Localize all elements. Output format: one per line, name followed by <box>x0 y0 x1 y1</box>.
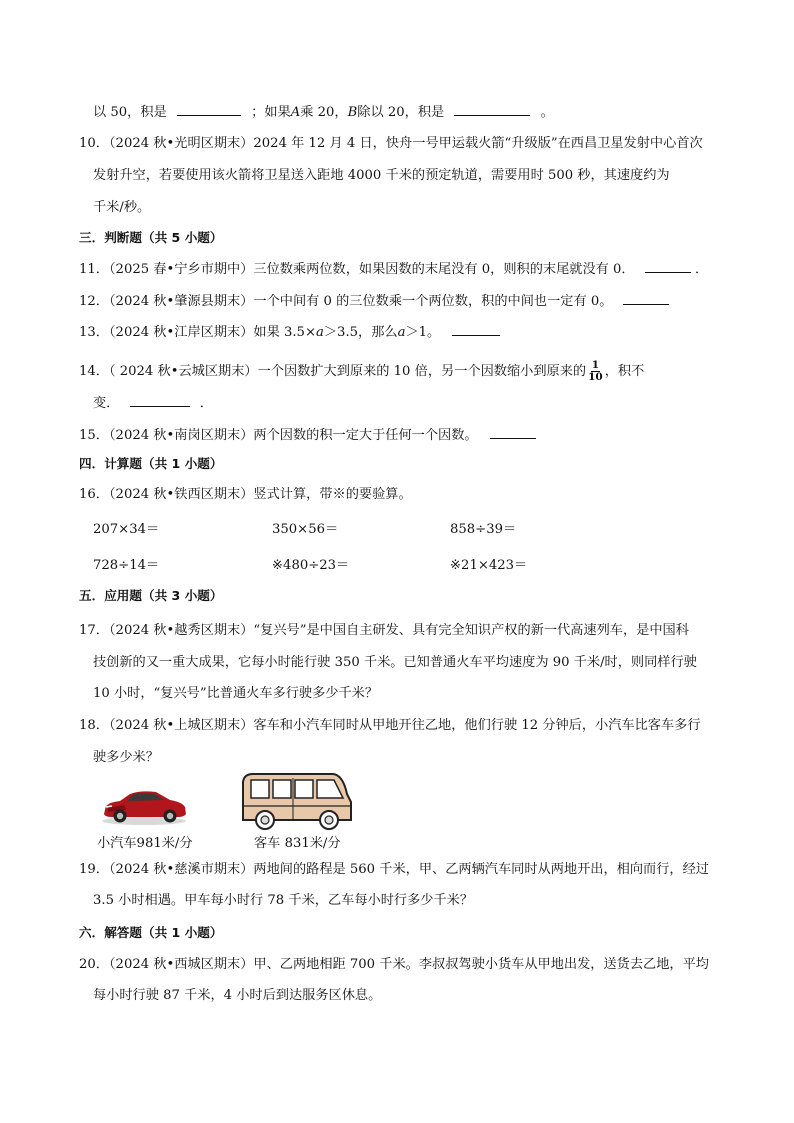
q13-var-2: a <box>397 325 406 340</box>
q10-line-3: 千米/秒。 <box>93 200 151 215</box>
q12-blank[interactable] <box>623 292 669 305</box>
q13-blank[interactable] <box>452 323 500 336</box>
q16-item-1: 207×34＝ <box>93 522 160 537</box>
q10-line-1: 10．（2024 秋•光明区期末）2024 年 12 月 4 日，快舟一号甲运载火箭“升级版”在西昌卫星发射中心首次 <box>79 136 703 151</box>
q14-line-2 <box>93 394 213 412</box>
q12 <box>79 292 669 310</box>
q9-blank-1[interactable] <box>177 103 241 116</box>
van-caption: 客车 831米/分 <box>254 836 341 851</box>
q13-post: ＞1。 <box>405 325 441 340</box>
q9-blank-2[interactable] <box>454 103 530 116</box>
section-5-heading: 五．应用题（共 3 小题） <box>79 588 223 603</box>
q20-line-1: 20．（2024 秋•西城区期末）甲、乙两地相距 700 千米。李叔叔驾驶小货车从甲地出发，送货去乙地，平均 <box>79 957 709 972</box>
q16-item-4: 728÷14＝ <box>93 558 160 573</box>
q17-line-3: 10 小时，“复兴号”比普通火车多行驶多少千米？ <box>93 686 379 701</box>
q13 <box>79 323 500 341</box>
van-image <box>237 770 355 832</box>
q14-frac-num: 1 <box>591 359 600 371</box>
q9-var-a: A <box>290 105 301 120</box>
q14-fraction <box>588 360 603 383</box>
q16-item-5: ※480÷23＝ <box>272 558 350 573</box>
q9-text-c: 乘 20， <box>300 105 348 120</box>
q14-blank[interactable] <box>130 394 190 407</box>
q13-var-1: a <box>316 325 324 340</box>
q19-line-2: 3.5 小时相遇。甲车每小时行 78 千米，乙车每小时行多少千米？ <box>93 893 474 908</box>
q16-text: 16．（2024 秋•铁西区期末）竖式计算，带※的要验算。 <box>79 487 412 502</box>
section-4-heading: 四．计算题（共 1 小题） <box>79 456 223 471</box>
q18-line-2: 驶多少米？ <box>93 750 159 765</box>
q9-text-e: 。 <box>540 105 554 120</box>
q14-line2-text: 变． <box>93 396 120 411</box>
q18-line-1: 18．（2024 秋•上城区期末）客车和小汽车同时从甲地开往乙地，他们行驶 12 分钟后，小汽车比客车多行 <box>79 718 701 733</box>
q13-pre: 13．（2024 秋•江岸区期末）如果 3.5× <box>79 325 316 340</box>
q15 <box>79 426 536 444</box>
q11-text: 11．（2025 春•宁乡市期中）三位数乘两位数，如果因数的末尾没有 0，则积的末尾就没有 0． <box>79 262 635 277</box>
q9-text-d: 除以 20，积是 <box>357 105 445 120</box>
q17-line-2: 技创新的又一重大成果，它每小时能行驶 350 千米。已知普通火车平均速度为 90 千米/时，则同样行驶 <box>93 655 697 670</box>
q16-item-2: 350×56＝ <box>272 522 339 537</box>
q17-line-1: 17．（2024 秋•越秀区期末）“复兴号”是中国自主研发、具有完全知识产权的新一代高速列车，是中国科 <box>79 623 689 638</box>
q14-text: 14．（ 2024 秋•云城区期末）一个因数扩大到原来的 10 倍，另一个因数缩小到原来的 <box>79 364 587 379</box>
q12-text: 12．（2024 秋•肇源县期末）一个中间有 0 的三位数乘一个两位数，积的中间也一定有 0。 <box>79 294 613 309</box>
q14-line-1 <box>79 360 644 383</box>
q16-item-6: ※21×423＝ <box>450 558 528 573</box>
q11 <box>79 260 708 278</box>
q14-text-end: ，积不 <box>604 364 645 379</box>
q14-frac-den: 10 <box>588 371 603 383</box>
q9-var-b: B <box>347 105 358 120</box>
q16-item-3: 858÷39＝ <box>450 522 517 537</box>
q20-line-2: 每小时行驶 87 千米，4 小时后到达服务区休息。 <box>93 988 382 1003</box>
car-caption: 小汽车981米/分 <box>97 836 193 851</box>
q9-continuation <box>93 103 554 121</box>
section-6-heading: 六．解答题（共 1 小题） <box>79 925 223 940</box>
q13-mid: ＞3.5，那么 <box>323 325 398 340</box>
section-3-heading: 三．判断题（共 5 小题） <box>79 230 223 245</box>
q9-text-a: 以 50，积是 <box>93 105 167 120</box>
red-car-image <box>100 786 188 826</box>
q11-end: ． <box>695 262 709 277</box>
q11-blank[interactable] <box>645 260 691 273</box>
q10-line-2: 发射升空，若要使用该火箭将卫星送入距地 4000 千米的预定轨道，需要用时 500 秒，其速度约为 <box>93 168 670 183</box>
q19-line-1: 19．（2024 秋•慈溪市期末）两地间的路程是 560 千米，甲、乙两辆汽车同时从两地开出，相向而行，经过 <box>79 862 709 877</box>
q14-end: ． <box>199 396 213 411</box>
q9-text-b: ；如果 <box>251 105 291 120</box>
q15-text: 15．（2024 秋•南岗区期末）两个因数的积一定大于任何一个因数。 <box>79 428 478 443</box>
q15-blank[interactable] <box>490 426 536 439</box>
